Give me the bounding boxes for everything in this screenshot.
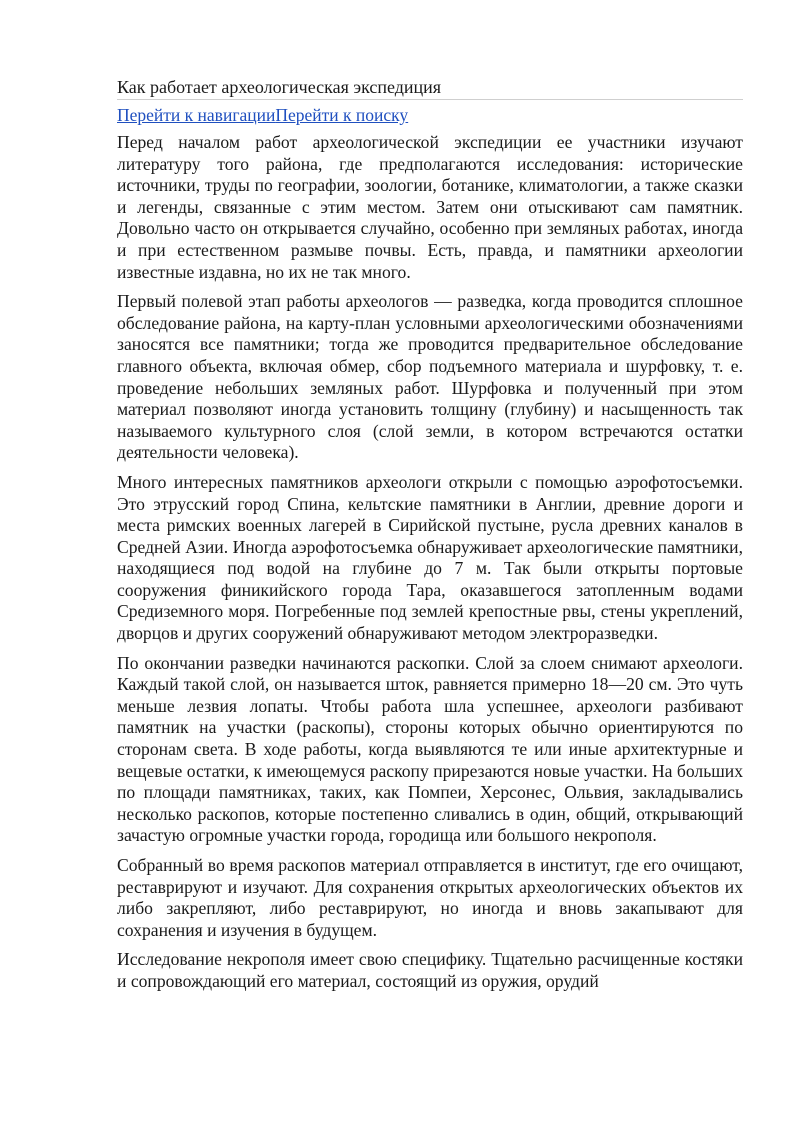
paragraph: Собранный во время раскопов материал отправляется в институт, где его очищают, реставрируют и изучают. Для сохранения открытых археологических объектов их либо закрепляют, либо реставрируют, но иногда и вновь закапывают для сохранения и изучения в будущем. <box>117 855 743 940</box>
paragraph: По окончании разведки начинаются раскопки. Слой за слоем снимают археологи. Каждый такой слой, он называется шток, равняется примерно 18—20 см. Это чуть меньше лезвия лопаты. Чтобы работа шла успешнее, археологи разбивают памятник на участки (раскопы), стороны которых обычно ориентируются по сторонам света. В ходе работы, когда выявляются те или иные архитектурные и вещевые остатки, к имеющемуся раскопу прирезаются новые участки. На больших по площади памятниках, таких, как Помпеи, Херсонес, Ольвия, закладывались несколько раскопов, которые постепенно сливались в один, общий, открывающий зачастую огромные участки города, городища или большого некрополя. <box>117 652 743 846</box>
paragraph: Перед началом работ археологической экспедиции ее участники изучают литературу того района, где предполагаются исследования: исторические источники, труды по географии, зоологии, ботанике, климатологии, а также сказки и легенды, связанные с этим местом. Затем они отыскивают сам памятник. Довольно часто он открывается случайно, особенно при земляных работах, иногда и при естественном размыве почвы. Есть, правда, и памятники археологии известные издавна, но их не так много. <box>117 132 743 282</box>
skip-links <box>117 104 743 126</box>
paragraph: Исследование некрополя имеет свою специфику. Тщательно расчищенные костяки и сопровождающий его материал, состоящий из оружия, орудий <box>117 949 743 991</box>
skip-to-navigation-link[interactable]: Перейти к навигации <box>117 105 276 125</box>
paragraph: Много интересных памятников археологи открыли с помощью аэрофотосъемки. Это этрусский город Спина, кельтские памятники в Англии, древние дороги и места римских военных лагерей в Сирийской пустыне, русла древних каналов в Средней Азии. Иногда аэрофотосъемка обнаруживает археологические памятники, находящиеся под водой на глубине до 7 м. Так были открыты портовые сооружения финикийского города Тара, оказавшегося затопленным водами Средиземного моря. Погребенные под землей крепостные рвы, стены укреплений, дворцов и других сооружений обнаруживают методом электроразведки. <box>117 471 743 644</box>
skip-to-search-link[interactable]: Перейти к поиску <box>275 105 409 125</box>
document-page <box>117 76 743 1001</box>
page-title: Как работает археологическая экспедиция <box>117 76 743 100</box>
paragraph: Первый полевой этап работы археологов — разведка, когда проводится сплошное обследование района, на карту-план условными археологическими обозначениями заносятся все памятники; тогда же проводится предварительное обследование главного объекта, включая обмер, сбор подъемного материала и шурфовку, т. е. проведение небольших земляных работ. Шурфовка и полученный при этом материал позволяют иногда установить толщину (глубину) и насыщенность так называемого культурного слоя (слой земли, в котором встречаются остатки деятельности человека). <box>117 291 743 463</box>
